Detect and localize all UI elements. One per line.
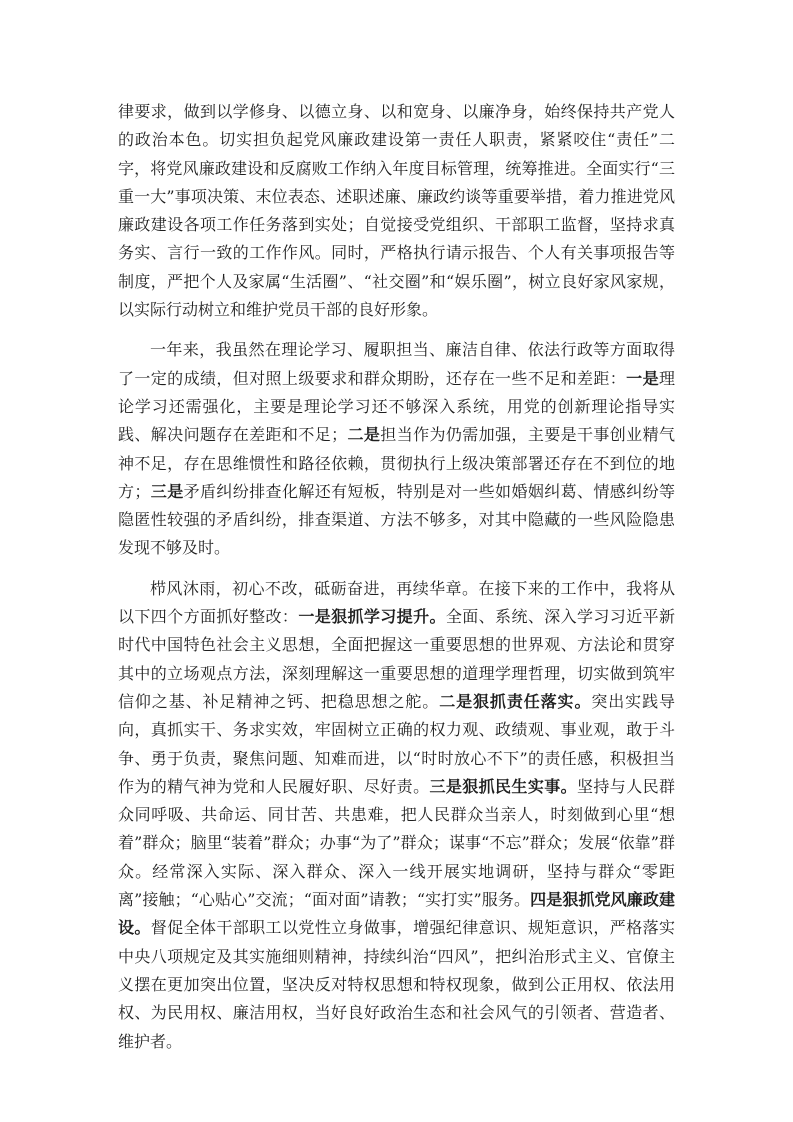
paragraph-2 [118,336,675,562]
paragraph-3-text-1: 栉风沐雨，初心不改，砥砺奋进，再续华章。在接下来的工作中，我将从以下四个方面抓好整改： [118,578,675,627]
paragraph-3-text-4: 坚持与人民群众同呼吸、共命运、同甘苦、共患难，把人民群众当亲人，时刻做到心里“想着”群众；脑里“装着”群众；办事“为了”群众；谋事“不忘”群众；发展“依靠”群众。经常深入实际、深入群众、深入一线开展实地调研，坚持与群众“零距离”接触；“心贴心”交流；“面对面”请教；“实打实”服务。 [118,776,675,910]
paragraph-3-text-3: 突出实践导向，真抓实干、务求实效，牢固树立正确的权力观、政绩观、事业观，敢于斗争、勇于负责，聚焦问题、知难而进，以“时时放心不下”的责任感，积极担当作为的精气神为党和人民履好职、尽好责。 [118,691,675,796]
paragraph-3-text-2: 全面、系统、深入学习习近平新时代中国特色社会主义思想，全面把握这一重要思想的世界观、方法论和贯穿其中的立场观点方法，深刻理解这一重要思想的道理学理哲理，切实做到筑牢信仰之基、补足精神之钙、把稳思想之舵。 [118,607,675,711]
bold-marker-first: 一是 [626,368,659,388]
heading-livelihood: 三是狠抓民生实事。 [429,776,578,796]
heading-integrity: 四是狠抓党风廉政建设。 [118,890,675,938]
paragraph-2-text-4: 矛盾纠纷排查化解还有短板，特别是对一些如婚姻纠葛、情感纠纷等隐匿性较强的矛盾纠纷，排查渠道、方法不够多，对其中隐藏的一些风险隐患发现不够及时。 [118,481,675,558]
paragraph-1-text: 律要求，做到以学修身、以德立身、以和宽身、以廉净身，始终保持共产党人的政治本色。切实担负起党风廉政建设第一责任人职责，紧紧咬住“责任”二字，将党风廉政建设和反腐败工作纳入年度目标管理，统筹推进。全面实行“三重一大”事项决策、末位表态、述职述廉、廉政约谈等重要举措，着力推进党风廉政建设各项工作任务落到实处；自觉接受党组织、干部职工监督，坚持求真务实、言行一致的工作作风。同时，严格执行请示报告、个人有关事项报告等制度，严把个人及家属“生活圈”、“社交圈”和“娱乐圈”，树立良好家风家规，以实际行动树立和维护党员干部的良好形象。 [118,102,675,320]
heading-responsibility: 二是狠抓责任落实。 [439,691,592,711]
bold-marker-second: 二是 [347,425,381,445]
bold-marker-third: 三是 [150,481,184,501]
document-body [118,98,675,1068]
paragraph-2-text-2: 理论学习还需强化，主要是理论学习还不够深入系统，用党的创新理论指导实践、解决问题存在差距和不足； [118,368,675,445]
paragraph-2-text-1: 一年来，我虽然在理论学习、履职担当、廉洁自律、依法行政等方面取得了一定的成绩，但对照上级要求和群众期盼，还存在一些不足和差距： [118,340,675,388]
paragraph-3 [118,575,675,1056]
paragraph-2-text-3: 担当作为仍需加强，主要是干事创业精气神不足，存在思维惯性和路径依赖，贯彻执行上级决策部署还存在不到位的地方； [118,425,675,501]
paragraph-3-text-5: 督促全体干部职工以党性立身做事，增强纪律意识、规矩意识，严格落实中央八项规定及其实施细则精神，持续纠治“四风”，把纠治形式主义、官僚主义摆在更加突出位置，坚决反对特权思想和特权现象，做到公正用权、依法用权、为民用权、廉洁用权，当好良好政治生态和社会风气的引领者、营造者、维护者。 [118,918,675,1051]
heading-study: 一是狠抓学习提升。 [298,607,446,627]
paragraph-1 [118,98,675,324]
